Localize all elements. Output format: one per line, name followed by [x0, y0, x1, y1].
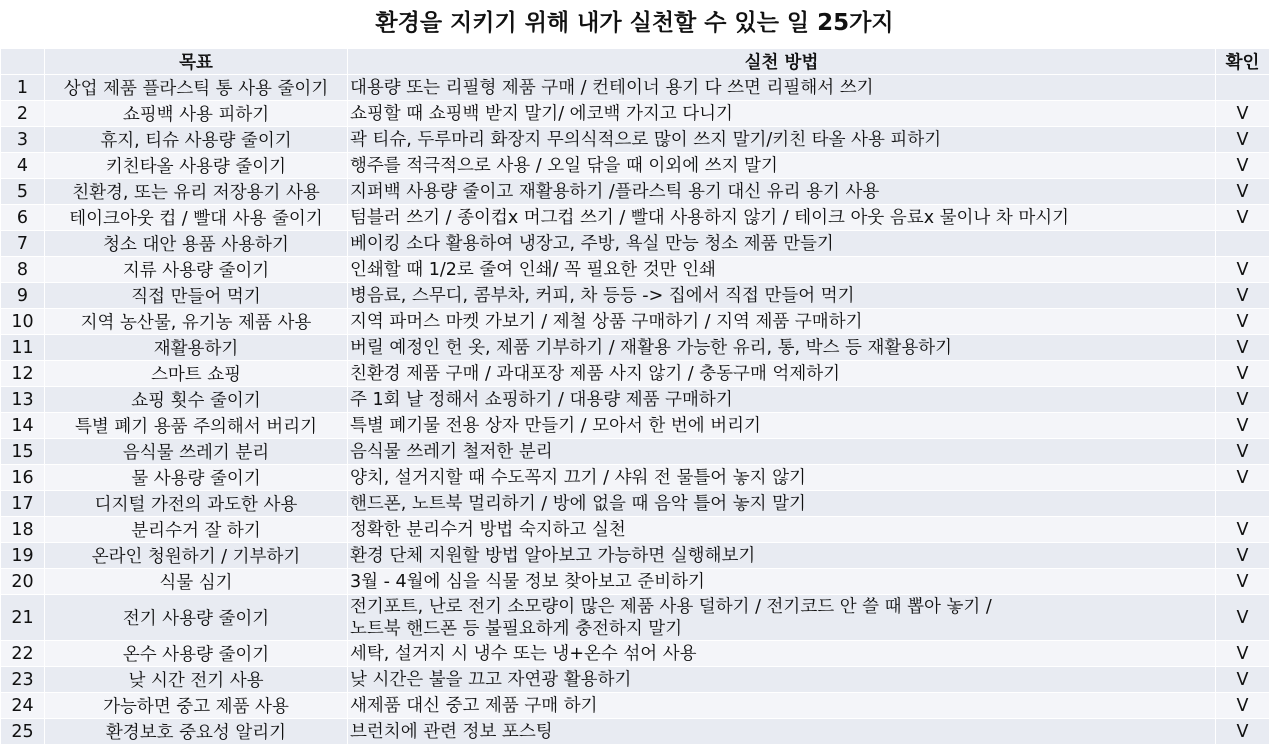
row-check-mark: V [1216, 153, 1269, 179]
practice-table [0, 48, 1269, 745]
row-number: 11 [1, 335, 45, 361]
row-number: 19 [1, 543, 45, 569]
row-number: 4 [1, 153, 45, 179]
row-check-mark: V [1216, 439, 1269, 465]
row-number: 8 [1, 257, 45, 283]
table-row [1, 257, 1269, 283]
row-method [348, 439, 1216, 465]
row-method-line: 행주를 적극적으로 사용 / 오일 닦을 때 이외에 쓰지 말기 [350, 155, 1215, 177]
table-row [1, 179, 1269, 205]
row-method [348, 517, 1216, 543]
row-number: 9 [1, 283, 45, 309]
row-method [348, 693, 1216, 719]
table-row [1, 595, 1269, 641]
row-method-line: 쇼핑할 때 쇼핑백 받지 말기/ 에코백 가지고 다니기 [350, 103, 1215, 125]
row-method-line: 텀블러 쓰기 / 종이컵x 머그컵 쓰기 / 빨대 사용하지 않기 / 테이크 아웃 음료x 물이나 차 마시기 [350, 207, 1215, 229]
row-goal: 쇼핑백 사용 피하기 [45, 101, 348, 127]
row-check-mark: V [1216, 517, 1269, 543]
row-number: 12 [1, 361, 45, 387]
row-goal: 가능하면 중고 제품 사용 [45, 693, 348, 719]
table-row [1, 153, 1269, 179]
row-method-line: 특별 폐기물 전용 상자 만들기 / 모아서 한 번에 버리기 [350, 415, 1215, 437]
row-method-line: 지퍼백 사용량 줄이고 재활용하기 /플라스틱 용기 대신 유리 용기 사용 [350, 181, 1215, 203]
row-goal: 음식물 쓰레기 분리 [45, 439, 348, 465]
row-number: 25 [1, 719, 45, 745]
row-method-line: 인쇄할 때 1/2로 줄여 인쇄/ 꼭 필요한 것만 인쇄 [350, 259, 1215, 281]
table-row [1, 309, 1269, 335]
row-number: 13 [1, 387, 45, 413]
table-row [1, 439, 1269, 465]
header-check: 확인 [1216, 49, 1269, 75]
row-check-mark: V [1216, 465, 1269, 491]
row-goal: 휴지, 티슈 사용량 줄이기 [45, 127, 348, 153]
row-method [348, 595, 1216, 641]
row-check-mark: V [1216, 413, 1269, 439]
row-method [348, 283, 1216, 309]
row-check-mark: V [1216, 283, 1269, 309]
table-row [1, 75, 1269, 101]
row-method-line: 3월 - 4월에 심을 식물 정보 찾아보고 준비하기 [350, 571, 1215, 593]
row-method-line: 양치, 설거지할 때 수도꼭지 끄기 / 샤워 전 물틀어 놓지 않기 [350, 467, 1215, 489]
row-goal: 스마트 쇼핑 [45, 361, 348, 387]
row-method [348, 127, 1216, 153]
row-method [348, 257, 1216, 283]
row-method [348, 387, 1216, 413]
row-number: 3 [1, 127, 45, 153]
row-method-line: 전기포트, 난로 전기 소모량이 많은 제품 사용 덜하기 / 전기코드 안 쓸 때 뽑아 놓기 / [350, 596, 1215, 618]
row-check-mark: V [1216, 595, 1269, 641]
row-goal: 디지털 가전의 과도한 사용 [45, 491, 348, 517]
table-row [1, 387, 1269, 413]
row-check-mark: V [1216, 309, 1269, 335]
row-goal: 온라인 청원하기 / 기부하기 [45, 543, 348, 569]
table-row [1, 335, 1269, 361]
table-row [1, 543, 1269, 569]
header-number [1, 49, 45, 75]
header-goal: 목표 [45, 49, 348, 75]
table-row [1, 641, 1269, 667]
row-number: 16 [1, 465, 45, 491]
row-number: 17 [1, 491, 45, 517]
row-method-line: 주 1회 날 정해서 쇼핑하기 / 대용량 제품 구매하기 [350, 389, 1215, 411]
row-method-line: 지역 파머스 마켓 가보기 / 제철 상품 구매하기 / 지역 제품 구매하기 [350, 311, 1215, 333]
row-check-mark: V [1216, 387, 1269, 413]
row-method [348, 641, 1216, 667]
row-check-mark [1216, 75, 1269, 101]
row-method-line: 친환경 제품 구매 / 과대포장 제품 사지 않기 / 충동구매 억제하기 [350, 363, 1215, 385]
table-row [1, 693, 1269, 719]
row-check-mark: V [1216, 257, 1269, 283]
row-number: 20 [1, 569, 45, 595]
row-goal: 낮 시간 전기 사용 [45, 667, 348, 693]
table-row [1, 231, 1269, 257]
row-goal: 친환경, 또는 유리 저장용기 사용 [45, 179, 348, 205]
row-method [348, 101, 1216, 127]
row-method [348, 153, 1216, 179]
row-method [348, 309, 1216, 335]
table-row [1, 465, 1269, 491]
row-goal: 지류 사용량 줄이기 [45, 257, 348, 283]
row-check-mark: V [1216, 205, 1269, 231]
table-row [1, 127, 1269, 153]
row-check-mark [1216, 491, 1269, 517]
table-row [1, 517, 1269, 543]
table-row [1, 283, 1269, 309]
row-number: 1 [1, 75, 45, 101]
page-title: 환경을 지키기 위해 내가 실천할 수 있는 일 25가지 [0, 0, 1269, 48]
row-method-line: 버릴 예정인 헌 옷, 제품 기부하기 / 재활용 가능한 유리, 통, 박스 등 재활용하기 [350, 337, 1215, 359]
row-goal: 직접 만들어 먹기 [45, 283, 348, 309]
row-check-mark: V [1216, 127, 1269, 153]
row-method-line: 세탁, 설거지 시 냉수 또는 냉+온수 섞어 사용 [350, 643, 1215, 665]
row-goal: 테이크아웃 컵 / 빨대 사용 줄이기 [45, 205, 348, 231]
row-number: 24 [1, 693, 45, 719]
row-number: 15 [1, 439, 45, 465]
row-method-line: 정확한 분리수거 방법 숙지하고 실천 [350, 519, 1215, 541]
row-check-mark: V [1216, 101, 1269, 127]
table-row [1, 667, 1269, 693]
row-check-mark: V [1216, 719, 1269, 745]
row-goal: 식물 심기 [45, 569, 348, 595]
row-method-line: 새제품 대신 중고 제품 구매 하기 [350, 695, 1215, 717]
row-check-mark: V [1216, 361, 1269, 387]
row-method-line: 음식물 쓰레기 철저한 분리 [350, 441, 1215, 463]
row-number: 7 [1, 231, 45, 257]
table-row [1, 205, 1269, 231]
row-method [348, 335, 1216, 361]
table-row [1, 101, 1269, 127]
row-check-mark: V [1216, 569, 1269, 595]
table-row [1, 491, 1269, 517]
row-method-line: 핸드폰, 노트북 멀리하기 / 방에 없을 때 음악 틀어 놓지 말기 [350, 493, 1215, 515]
header-method: 실천 방법 [348, 49, 1216, 75]
row-method-line: 브런치에 관련 정보 포스팅 [350, 721, 1215, 743]
row-method-line: 낮 시간은 불을 끄고 자연광 활용하기 [350, 669, 1215, 691]
row-check-mark [1216, 231, 1269, 257]
row-check-mark: V [1216, 667, 1269, 693]
row-method [348, 667, 1216, 693]
row-method [348, 75, 1216, 101]
row-goal: 쇼핑 횟수 줄이기 [45, 387, 348, 413]
row-number: 14 [1, 413, 45, 439]
row-goal: 청소 대안 용품 사용하기 [45, 231, 348, 257]
row-goal: 특별 폐기 용품 주의해서 버리기 [45, 413, 348, 439]
row-method [348, 205, 1216, 231]
table-row [1, 719, 1269, 745]
row-goal: 재활용하기 [45, 335, 348, 361]
row-goal: 분리수거 잘 하기 [45, 517, 348, 543]
row-method [348, 179, 1216, 205]
row-method [348, 491, 1216, 517]
row-method-line: 대용량 또는 리필형 제품 구매 / 컨테이너 용기 다 쓰면 리필해서 쓰기 [350, 77, 1215, 99]
row-check-mark: V [1216, 179, 1269, 205]
row-method [348, 361, 1216, 387]
row-method [348, 569, 1216, 595]
row-goal: 상업 제품 플라스틱 통 사용 줄이기 [45, 75, 348, 101]
row-method-line: 병음료, 스무디, 콤부차, 커피, 차 등등 -> 집에서 직접 만들어 먹기 [350, 285, 1215, 307]
row-goal: 물 사용량 줄이기 [45, 465, 348, 491]
row-number: 2 [1, 101, 45, 127]
row-check-mark: V [1216, 641, 1269, 667]
row-check-mark: V [1216, 543, 1269, 569]
row-method [348, 413, 1216, 439]
row-number: 22 [1, 641, 45, 667]
row-number: 23 [1, 667, 45, 693]
row-goal: 지역 농산물, 유기농 제품 사용 [45, 309, 348, 335]
row-method-line: 노트북 핸드폰 등 불필요하게 충전하지 말기 [350, 618, 1215, 640]
row-method [348, 465, 1216, 491]
row-number: 10 [1, 309, 45, 335]
row-goal: 환경보호 중요성 알리기 [45, 719, 348, 745]
row-number: 5 [1, 179, 45, 205]
row-goal: 전기 사용량 줄이기 [45, 595, 348, 641]
row-number: 6 [1, 205, 45, 231]
row-method-line: 환경 단체 지원할 방법 알아보고 가능하면 실행해보기 [350, 545, 1215, 567]
row-check-mark: V [1216, 335, 1269, 361]
row-goal: 키친타올 사용량 줄이기 [45, 153, 348, 179]
row-number: 18 [1, 517, 45, 543]
row-method [348, 231, 1216, 257]
row-goal: 온수 사용량 줄이기 [45, 641, 348, 667]
row-method [348, 719, 1216, 745]
table-row [1, 413, 1269, 439]
table-row [1, 361, 1269, 387]
row-check-mark: V [1216, 693, 1269, 719]
table-row [1, 569, 1269, 595]
table-header-row [1, 49, 1269, 75]
row-number: 21 [1, 595, 45, 641]
row-method [348, 543, 1216, 569]
row-method-line: 베이킹 소다 활용하여 냉장고, 주방, 욕실 만능 청소 제품 만들기 [350, 233, 1215, 255]
row-method-line: 곽 티슈, 두루마리 화장지 무의식적으로 많이 쓰지 말기/키친 타올 사용 피하기 [350, 129, 1215, 151]
